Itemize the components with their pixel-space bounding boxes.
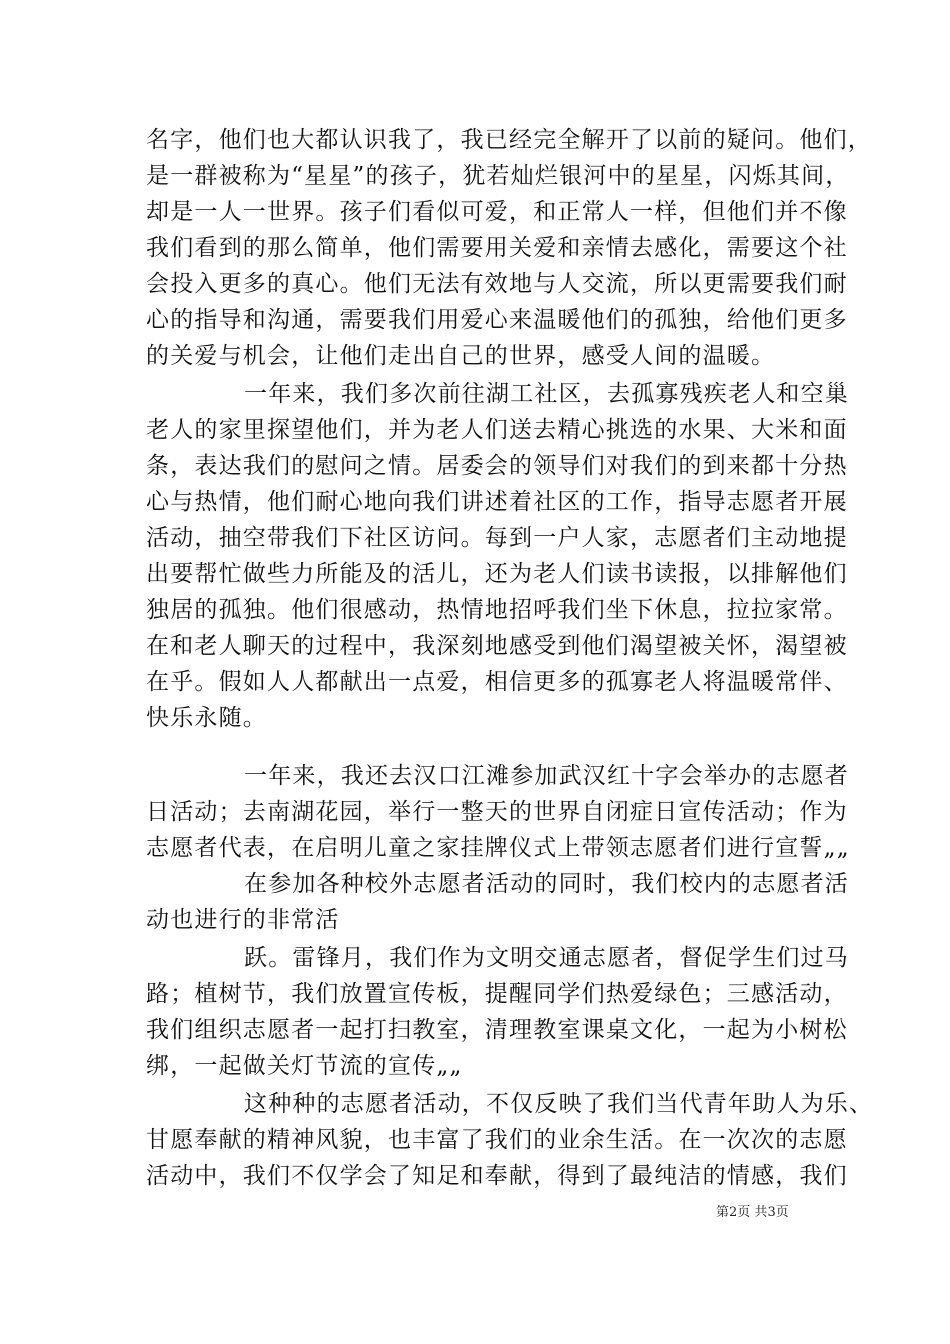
text-line: 跃。雷锋月，我们作为文明交通志愿者，督促学生们过马 <box>244 945 849 971</box>
text-line: 这种种的志愿者活动，不仅反映了我们当代青年助人为乐、 <box>244 1091 874 1117</box>
text-line: 动也进行的非常活 <box>146 907 340 933</box>
footer-prefix: 第 <box>716 1205 730 1220</box>
text-line: 会投入更多的真心。他们无法有效地与人交流，所以更需要我们耐 <box>146 271 848 297</box>
footer-current-page: 2 <box>729 1205 738 1220</box>
text-line: 活动，抽空带我们下社区访问。每到一户人家，志愿者们主动地提 <box>146 525 848 551</box>
text-line: 甘愿奉献的精神风貌，也丰富了我们的业余生活。在一次次的志愿 <box>146 1127 848 1153</box>
text-line: 独居的孤独。他们很感动，热情地招呼我们坐下休息，拉拉家常。 <box>146 597 848 623</box>
text-line: 老人的家里探望他们，并为老人们送去精心挑选的水果、大米和面 <box>146 417 848 443</box>
text-line: 心的指导和沟通，需要我们用爱心来温暖他们的孤独，给他们更多 <box>146 307 848 333</box>
text-line: 我们组织志愿者一起打扫教室，清理教室课桌文化，一起为小树松 <box>146 1017 848 1043</box>
text-line: 一年来，我们多次前往湖工社区，去孤寡残疾老人和空巢 <box>244 381 849 407</box>
text-line: 出要帮忙做些力所能及的活儿，还为老人们读书读报，以排解他们 <box>146 561 848 587</box>
footer-total-pages: 3 <box>767 1205 776 1220</box>
text-line: 日活动；去南湖花园，举行一整天的世界自闭症日宣传活动；作为 <box>146 799 848 825</box>
text-line: 条，表达我们的慰问之情。居委会的领导们对我们的到来都十分热 <box>146 453 848 479</box>
text-line: 心与热情，他们耐心地向我们讲述着社区的工作，指导志愿者开展 <box>146 489 848 515</box>
text-line: 在参加各种校外志愿者活动的同时，我们校内的志愿者活 <box>244 871 849 897</box>
text-line: 在乎。假如人人都献出一点爱，相信更多的孤寡老人将温暖常伴、 <box>146 669 848 695</box>
footer-suffix: 页 <box>775 1205 789 1220</box>
footer-middle: 页 共 <box>737 1205 768 1220</box>
text-line: 在和老人聊天的过程中，我深刻地感受到他们渴望被关怀，渴望被 <box>146 633 848 659</box>
text-line: 活动中，我们不仅学会了知足和奉献，得到了最纯洁的情感，我们 <box>146 1163 848 1189</box>
text-line: 的关爱与机会，让他们走出自己的世界，感受人间的温暖。 <box>146 343 776 369</box>
text-line: 路；植树节，我们放置宣传板，提醒同学们热爱绿色；三感活动， <box>146 981 848 1007</box>
page-number-footer <box>716 1204 789 1222</box>
text-line: 快乐永随。 <box>146 705 267 731</box>
text-line: 绑，一起做关灯节流的宣传„„ <box>146 1053 463 1079</box>
text-line: 一年来，我还去汉口江滩参加武汉红十字会举办的志愿者 <box>244 763 849 789</box>
text-line: 是一群被称为“星星”的孩子，犹若灿烂银河中的星星，闪烁其间， <box>146 163 850 189</box>
text-line: 我们看到的那么简单，他们需要用关爱和亲情去感化，需要这个社 <box>146 235 848 261</box>
text-line: 却是一人一世界。孩子们看似可爱，和正常人一样，但他们并不像 <box>146 199 848 225</box>
text-line: 名字，他们也大都认识我了，我已经完全解开了以前的疑问。他们， <box>146 127 872 153</box>
text-line: 志愿者代表，在启明儿童之家挂牌仪式上带领志愿者们进行宣誓„„ <box>146 835 850 861</box>
